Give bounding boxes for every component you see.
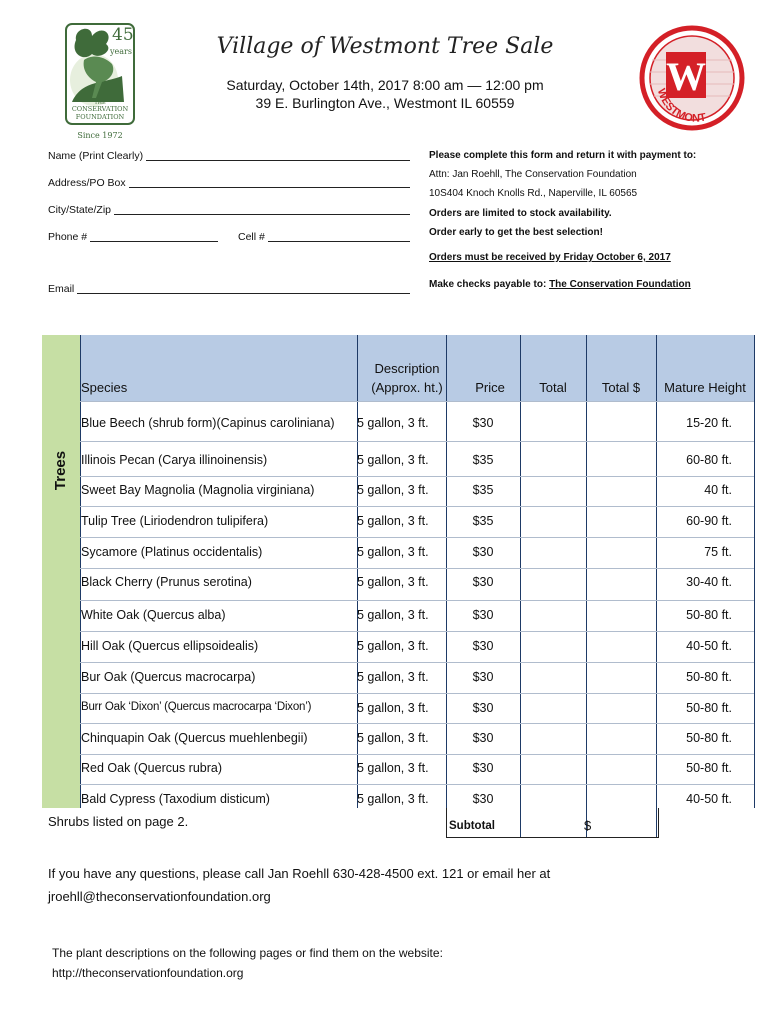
row-separator: [80, 506, 754, 507]
address-label: Address/PO Box: [48, 177, 126, 189]
price-cell: $30: [472, 608, 494, 622]
questions-line-1: If you have any questions, please call Jan Roehll 630-428-4500 ext. 121 or email her at: [48, 866, 551, 881]
height-cell: 50-80 ft.: [686, 731, 732, 745]
species-cell: White Oak (Quercus alba): [81, 608, 226, 622]
address-line[interactable]: [129, 177, 410, 188]
height-cell: 60-90 ft.: [686, 514, 732, 528]
cf-name-line3: FOUNDATION: [75, 113, 125, 121]
species-cell: Chinquapin Oak (Quercus muehlenbegii): [81, 731, 308, 745]
cf-name-line2: CONSERVATION: [71, 105, 129, 113]
height-cell: 30-40 ft.: [686, 575, 732, 589]
col-divider: [656, 335, 657, 837]
price-cell: $30: [472, 792, 494, 806]
row-separator: [80, 476, 754, 477]
cell-field[interactable]: [238, 231, 410, 243]
description-cell: 5 gallon, 3 ft.: [357, 701, 429, 715]
subtotal-value[interactable]: $: [584, 818, 592, 833]
description-cell: 5 gallon, 3 ft.: [357, 670, 429, 684]
price-cell: $30: [472, 701, 494, 715]
col-divider: [754, 335, 755, 808]
phone-line[interactable]: [90, 231, 218, 242]
instructions-street: 10S404 Knoch Knolls Rd., Naperville, IL 60565: [429, 188, 638, 199]
species-cell: Burr Oak ‘Dixon’ (Quercus macrocarpa ‘Dixon’): [81, 701, 312, 713]
height-cell: 40-50 ft.: [686, 792, 732, 806]
height-cell: 15-20 ft.: [686, 416, 732, 430]
shrubs-note: Shrubs listed on page 2.: [48, 814, 189, 829]
price-cell: $30: [472, 575, 494, 589]
cf-name-line1: THE: [94, 100, 106, 106]
species-cell: Sycamore (Platinus occidentalis): [81, 545, 263, 559]
city-field[interactable]: [48, 204, 410, 216]
name-label: Name (Print Clearly): [48, 150, 144, 162]
instructions-attn: Attn: Jan Roehll, The Conservation Foundation: [429, 169, 637, 180]
row-separator: [80, 754, 754, 755]
westmont-text: WESTMONT: [654, 87, 708, 125]
description-cell: 5 gallon, 3 ft.: [357, 483, 429, 497]
row-separator: [80, 631, 754, 632]
height-cell: 50-80 ft.: [686, 608, 732, 622]
height-cell: 50-80 ft.: [686, 701, 732, 715]
westmont-letter: W: [666, 54, 706, 99]
height-cell: 40-50 ft.: [686, 639, 732, 653]
species-cell: Bur Oak (Quercus macrocarpa): [81, 670, 256, 684]
subtotal-label: Subtotal: [449, 820, 495, 832]
trees-label-text: Trees: [52, 450, 70, 490]
height-cell: 60-80 ft.: [686, 453, 732, 467]
payable-prefix: Make checks payable to:: [429, 279, 547, 290]
instructions-limited: Orders are limited to stock availability.: [429, 208, 612, 219]
phone-field[interactable]: [48, 231, 218, 243]
description-cell: 5 gallon, 3 ft.: [357, 514, 429, 528]
header-species: Species: [81, 380, 128, 395]
address-field[interactable]: [48, 177, 410, 189]
price-cell: $30: [472, 639, 494, 653]
row-separator: [80, 568, 754, 569]
order-deadline: Orders must be received by Friday October 6, 2017: [429, 252, 671, 263]
instructions-early: Order early to get the best selection!: [429, 227, 603, 238]
description-cell: 5 gallon, 3 ft.: [357, 792, 429, 806]
email-line[interactable]: [77, 283, 410, 294]
col-divider: [520, 335, 521, 837]
price-cell: $35: [472, 483, 494, 497]
instructions-heading: Please complete this form and return it with payment to:: [429, 150, 697, 161]
name-field[interactable]: [48, 150, 410, 162]
cell-line[interactable]: [268, 231, 410, 242]
price-cell: $30: [472, 416, 494, 430]
description-cell: 5 gallon, 3 ft.: [357, 731, 429, 745]
description-cell: 5 gallon, 3 ft.: [357, 639, 429, 653]
header-mature-height: Mature Height: [664, 380, 746, 395]
price-cell: $35: [472, 453, 494, 467]
row-separator: [80, 723, 754, 724]
species-cell: Red Oak (Quercus rubra): [81, 761, 223, 775]
description-cell: 5 gallon, 3 ft.: [357, 608, 429, 622]
website-link[interactable]: http://theconservationfoundation.org: [52, 966, 244, 980]
row-separator: [80, 662, 754, 663]
description-cell: 5 gallon, 3 ft.: [357, 453, 429, 467]
header-price: Price: [475, 380, 505, 395]
header-description-2: (Approx. ht.): [371, 380, 443, 395]
col-divider: [586, 335, 587, 837]
description-cell: 5 gallon, 3 ft.: [357, 416, 429, 430]
row-separator: [80, 441, 754, 442]
species-cell: Sweet Bay Magnolia (Magnolia virginiana): [81, 483, 315, 497]
price-cell: $30: [472, 761, 494, 775]
species-cell: Bald Cypress (Taxodium disticum): [81, 792, 270, 806]
trees-section-label: [42, 335, 80, 605]
years-number: 45: [112, 25, 134, 45]
species-cell: Hill Oak (Quercus ellipsoidealis): [81, 639, 259, 653]
payable-line: [429, 279, 691, 290]
price-cell: $30: [472, 670, 494, 684]
header-description-1: Description: [374, 361, 440, 376]
description-cell: 5 gallon, 3 ft.: [357, 575, 429, 589]
row-separator: [80, 784, 754, 785]
city-line[interactable]: [114, 204, 410, 215]
price-cell: $30: [472, 545, 494, 559]
years-word: years: [110, 47, 132, 56]
email-label: Email: [48, 283, 75, 295]
species-cell: Illinois Pecan (Carya illinoinensis): [81, 453, 268, 467]
page-title: Village of Westmont Tree Sale: [216, 34, 554, 59]
col-divider: [446, 335, 447, 837]
col-divider: [520, 808, 521, 837]
descriptions-line-1: The plant descriptions on the following pages or find them on the website:: [52, 946, 443, 960]
height-cell: 50-80 ft.: [686, 670, 732, 684]
height-cell: 40 ft.: [704, 483, 732, 497]
name-line[interactable]: [146, 150, 410, 161]
city-label: City/State/Zip: [48, 204, 112, 216]
species-cell: Blue Beech (shrub form)(Capinus caroliniana): [81, 416, 335, 430]
header-total-dollar: Total $: [601, 380, 641, 395]
questions-email[interactable]: jroehll@theconservationfoundation.org: [48, 889, 271, 904]
price-cell: $35: [472, 514, 494, 528]
description-cell: 5 gallon, 3 ft.: [357, 545, 429, 559]
phone-label: Phone #: [48, 231, 88, 243]
height-cell: 50-80 ft.: [686, 761, 732, 775]
height-cell: 75 ft.: [704, 545, 732, 559]
row-separator: [80, 401, 754, 402]
header-total: Total: [539, 380, 567, 395]
row-separator: [80, 600, 754, 601]
species-cell: Black Cherry (Prunus serotina): [81, 575, 252, 589]
description-cell: 5 gallon, 3 ft.: [357, 761, 429, 775]
row-separator: [80, 537, 754, 538]
price-cell: $30: [472, 731, 494, 745]
email-field[interactable]: [48, 283, 410, 295]
event-address: 39 E. Burlington Ave., Westmont IL 60559: [255, 95, 515, 111]
row-separator: [80, 693, 754, 694]
cf-since: Since 1972: [77, 131, 123, 140]
payable-to: The Conservation Foundation: [549, 279, 691, 290]
event-date: Saturday, October 14th, 2017 8:00 am — 12:00 pm: [226, 77, 544, 93]
species-cell: Tulip Tree (Liriodendron tulipifera): [81, 514, 269, 528]
cell-label: Cell #: [238, 231, 265, 243]
